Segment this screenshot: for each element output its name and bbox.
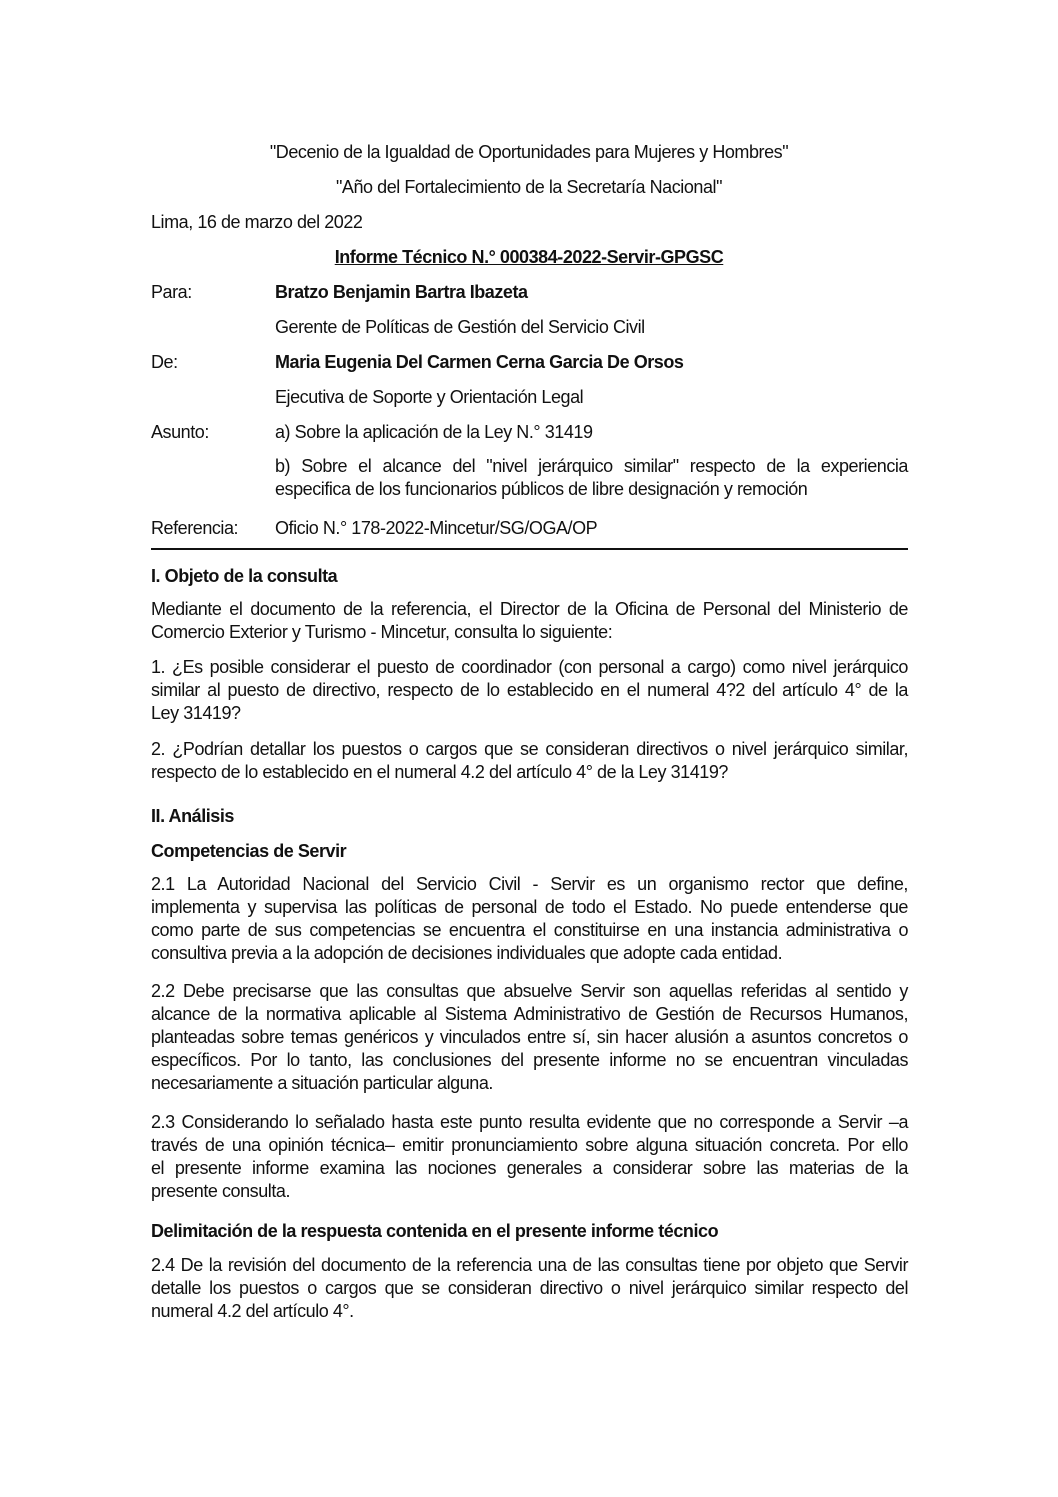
paragraph-line: Ley 31419? xyxy=(151,703,241,723)
asunto-b-line-1: b) Sobre el alcance del "nivel jerárquico similar" respecto de la experiencia xyxy=(275,456,908,476)
decenio-heading: "Decenio de la Igualdad de Oportunidades para Mujeres y Hombres" xyxy=(269,142,789,162)
de-label: De: xyxy=(151,352,178,372)
de-name: Maria Eugenia Del Carmen Cerna Garcia De Orsos xyxy=(275,352,684,372)
paragraph-line: planteadas sobre temas genéricos y vinculados entre sí, sin hacer alusión a asuntos concretos o xyxy=(151,1027,908,1047)
paragraph-line: como parte de sus competencias se encuentra el constituirse en una instancia administrativa o xyxy=(151,920,908,940)
paragraph-line: Mediante el documento de la referencia, el Director de la Oficina de Personal del Ministerio de xyxy=(151,599,908,619)
section-1-intro xyxy=(151,598,908,644)
paragraph-2-4 xyxy=(151,1254,908,1323)
paragraph-line: 2.2 Debe precisarse que las consultas que absuelve Servir son aquellas referidas al sentido y xyxy=(151,981,908,1001)
paragraph-line: similar al puesto de directivo, respecto de lo establecido en el numeral 4?2 del artículo 4° de la xyxy=(151,680,908,700)
paragraph-line: través de una opinión técnica– emitir pronunciamiento sobre alguna situación concreta. Por ello xyxy=(151,1135,908,1155)
paragraph-line: 2.4 De la revisión del documento de la referencia una de las consultas tiene por objeto que Servir xyxy=(151,1255,908,1275)
section-2-heading: II. Análisis xyxy=(151,806,234,826)
anio-heading: "Año del Fortalecimiento de la Secretaría Nacional" xyxy=(335,177,723,197)
question-2 xyxy=(151,738,908,784)
paragraph-line: alcance de la normativa aplicable al Sistema Administrativo de Gestión de Recursos Humanos, xyxy=(151,1004,908,1024)
divider-line xyxy=(151,548,908,550)
asunto-label: Asunto: xyxy=(151,422,209,442)
paragraph-line: 2.3 Considerando lo señalado hasta este punto resulta evidente que no corresponde a Servir –a xyxy=(151,1112,908,1132)
subheading-delimitacion: Delimitación de la respuesta contenida en el presente informe técnico xyxy=(151,1221,719,1241)
paragraph-2-3 xyxy=(151,1111,908,1203)
paragraph-line: implementa y supervisa las políticas de personal de todo el Estado. No puede entenderse que xyxy=(151,897,908,917)
paragraph-line: consultiva previa a la adopción de decisiones individuales que adopte cada entidad. xyxy=(151,943,783,963)
para-label: Para: xyxy=(151,282,192,302)
question-1 xyxy=(151,656,908,725)
paragraph-line: 2.1 La Autoridad Nacional del Servicio Civil - Servir es un organismo rector que define, xyxy=(151,874,908,894)
asunto-item-a: a) Sobre la aplicación de la Ley N.° 31419 xyxy=(275,422,593,442)
paragraph-line: Comercio Exterior y Turismo - Mincetur, consulta lo siguiente: xyxy=(151,622,613,642)
paragraph-line: presente consulta. xyxy=(151,1181,290,1201)
date-line: Lima, 16 de marzo del 2022 xyxy=(151,212,363,232)
referencia-label: Referencia: xyxy=(151,518,239,538)
asunto-b-line-2: especifica de los funcionarios públicos de libre designación y remoción xyxy=(275,479,808,499)
referencia-value: Oficio N.° 178-2022-Mincetur/SG/OGA/OP xyxy=(275,518,598,538)
paragraph-line: detalle los puestos o cargos que se consideran directivo o nivel jerárquico similar respecto del xyxy=(151,1278,908,1298)
paragraph-line: respecto de lo establecido en el numeral 4.2 del artículo 4° de la Ley 31419? xyxy=(151,762,728,782)
paragraph-line: 2. ¿Podrían detallar los puestos o cargos que se consideran directivos o nivel jerárquico similar, xyxy=(151,739,908,759)
paragraph-line: necesariamente a situación particular alguna. xyxy=(151,1073,493,1093)
paragraph-2-2 xyxy=(151,980,908,1095)
report-title: Informe Técnico N.° 000384-2022-Servir-GPGSC xyxy=(334,247,724,267)
paragraph-2-1 xyxy=(151,873,908,965)
paragraph-line: 1. ¿Es posible considerar el puesto de coordinador (con personal a cargo) como nivel jerárquico xyxy=(151,657,908,677)
paragraph-line: el presente informe examina las nociones generales a considerar sobre las materias de la xyxy=(151,1158,908,1178)
asunto-item-b xyxy=(275,455,908,501)
subheading-competencias: Competencias de Servir xyxy=(151,841,347,861)
para-name: Bratzo Benjamin Bartra Ibazeta xyxy=(275,282,528,302)
paragraph-line: numeral 4.2 del artículo 4°. xyxy=(151,1301,354,1321)
de-role: Ejecutiva de Soporte y Orientación Legal xyxy=(275,387,584,407)
para-role: Gerente de Políticas de Gestión del Servicio Civil xyxy=(275,317,645,337)
paragraph-line: específicos. Por lo tanto, las conclusiones del presente informe no se encuentran vinculadas xyxy=(151,1050,908,1070)
section-1-heading: I. Objeto de la consulta xyxy=(151,566,338,586)
